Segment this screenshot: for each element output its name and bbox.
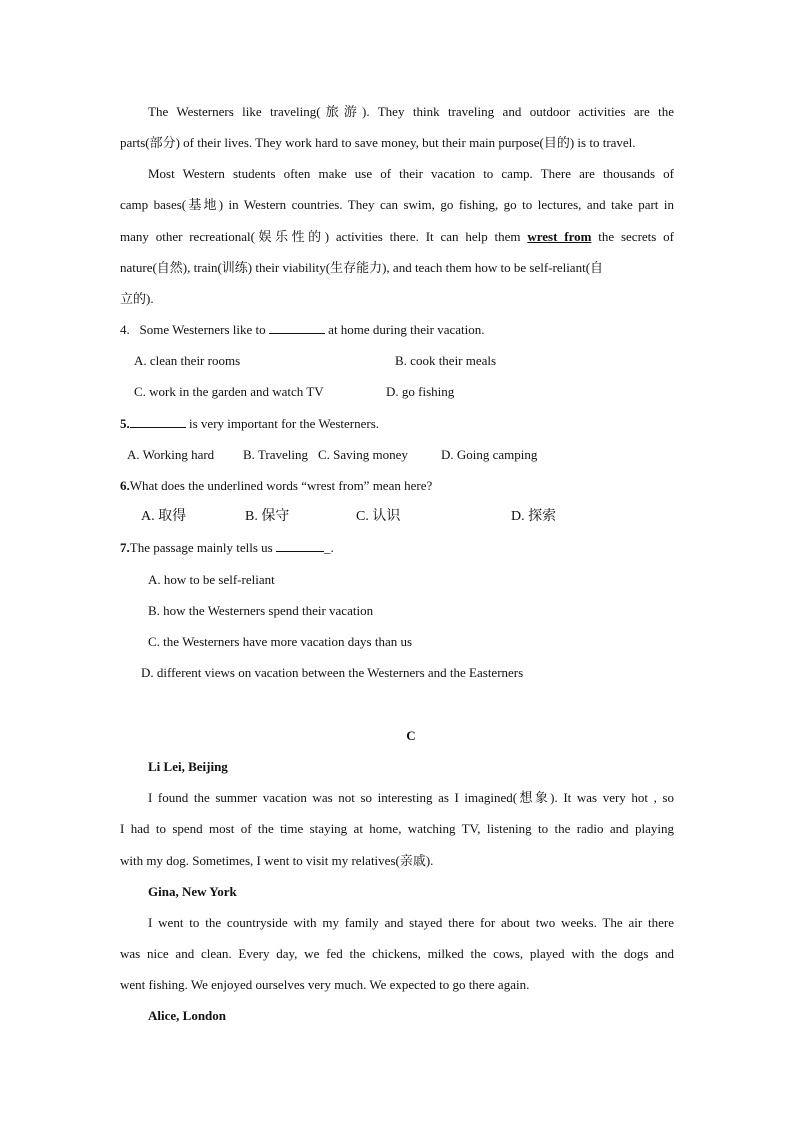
answer-blank (276, 539, 324, 552)
option-6b: B. 保守 (245, 509, 290, 524)
entry-name-alice: Alice, London (148, 1008, 227, 1023)
question-number: 6. (120, 478, 130, 493)
option-4a: A. clean their rooms (134, 353, 241, 368)
entry-gina-line1: I went to the countryside with my family and stayed there for about two weeks. The air there (148, 915, 674, 930)
passage-b-p2-line5: 立的). (120, 291, 154, 306)
question-stem-pre: Some Westerners like to (139, 322, 266, 337)
question-stem: What does the underlined words “wrest from” mean here? (129, 478, 433, 493)
option-4b: B. cook their meals (395, 353, 497, 368)
entry-li-lei-line1: I found the summer vacation was not so interesting as I imagined(想象). It was very hot , so (148, 790, 674, 805)
keyword-wrest-from: wrest from (527, 229, 592, 244)
answer-blank (130, 415, 186, 428)
option-6c: C. 认识 (356, 509, 401, 524)
question-stem-post: at home during their vacation. (328, 322, 485, 337)
answer-blank (269, 321, 325, 334)
question-number: 7. (120, 540, 130, 555)
passage-b-p2-line3-post: the secrets of (591, 229, 674, 244)
question-6 (120, 477, 432, 495)
passage-b-p2-line4: nature(自然), train(训练) their viability(生存能力), and teach them how to be self-reliant(自 (120, 260, 604, 275)
passage-b-p2-line3-pre: many other recreational(娱乐性的) activities there. It can help them (120, 229, 528, 244)
question-stem-post: _. (323, 540, 334, 555)
option-5b: B. Traveling (243, 447, 309, 462)
entry-name-gina: Gina, New York (148, 884, 237, 899)
option-7b: B. how the Westerners spend their vacation (148, 603, 374, 618)
passage-b-p2-line2: camp bases(基地) in Western countries. They can swim, go fishing, go to lectures, and take part in (120, 197, 674, 212)
option-7c: C. the Westerners have more vacation days than us (148, 634, 413, 649)
option-5a: A. Working hard (127, 447, 215, 462)
passage-b-p1-line1: The Westerners like traveling(旅游). They think traveling and outdoor activities are the (148, 104, 674, 119)
entry-li-lei-line2: I had to spend most of the time staying at home, watching TV, listening to the radio and playing (120, 821, 674, 836)
question-stem-pre: The passage mainly tells us (129, 540, 273, 555)
option-4d: D. go fishing (386, 384, 455, 399)
entry-gina-line3: went fishing. We enjoyed ourselves very much. We expected to go there again. (120, 977, 530, 992)
entry-gina-line2: was nice and clean. Every day, we fed the chickens, milked the cows, played with the dogs and (120, 946, 674, 961)
option-6d: D. 探索 (511, 509, 557, 524)
option-7a: A. how to be self-reliant (148, 572, 275, 587)
option-7d: D. different views on vacation between the Westerners and the Easterners (141, 665, 524, 680)
passage-b-p2-line1: Most Western students often make use of their vacation to camp. There are thousands of (148, 166, 674, 181)
question-7 (120, 539, 334, 557)
question-stem-post: is very important for the Westerners. (189, 416, 380, 431)
question-number: 5. (120, 416, 130, 431)
passage-b-p1-line2: parts(部分) of their lives. They work hard to save money, but their main purpose(目的) is to travel. (120, 135, 636, 150)
entry-li-lei-line3: with my dog. Sometimes, I went to visit my relatives(亲戚). (120, 853, 434, 868)
question-4 (120, 321, 484, 339)
entry-name-li-lei: Li Lei, Beijing (148, 759, 228, 774)
passage-b-p2-line3 (120, 228, 674, 246)
option-5c: C. Saving money (318, 447, 408, 462)
option-6a: A. 取得 (141, 509, 187, 524)
question-5 (120, 415, 379, 433)
section-heading-c: C (406, 728, 416, 743)
option-4c: C. work in the garden and watch TV (134, 384, 324, 399)
option-5d: D. Going camping (441, 447, 538, 462)
question-number: 4. (120, 322, 130, 337)
